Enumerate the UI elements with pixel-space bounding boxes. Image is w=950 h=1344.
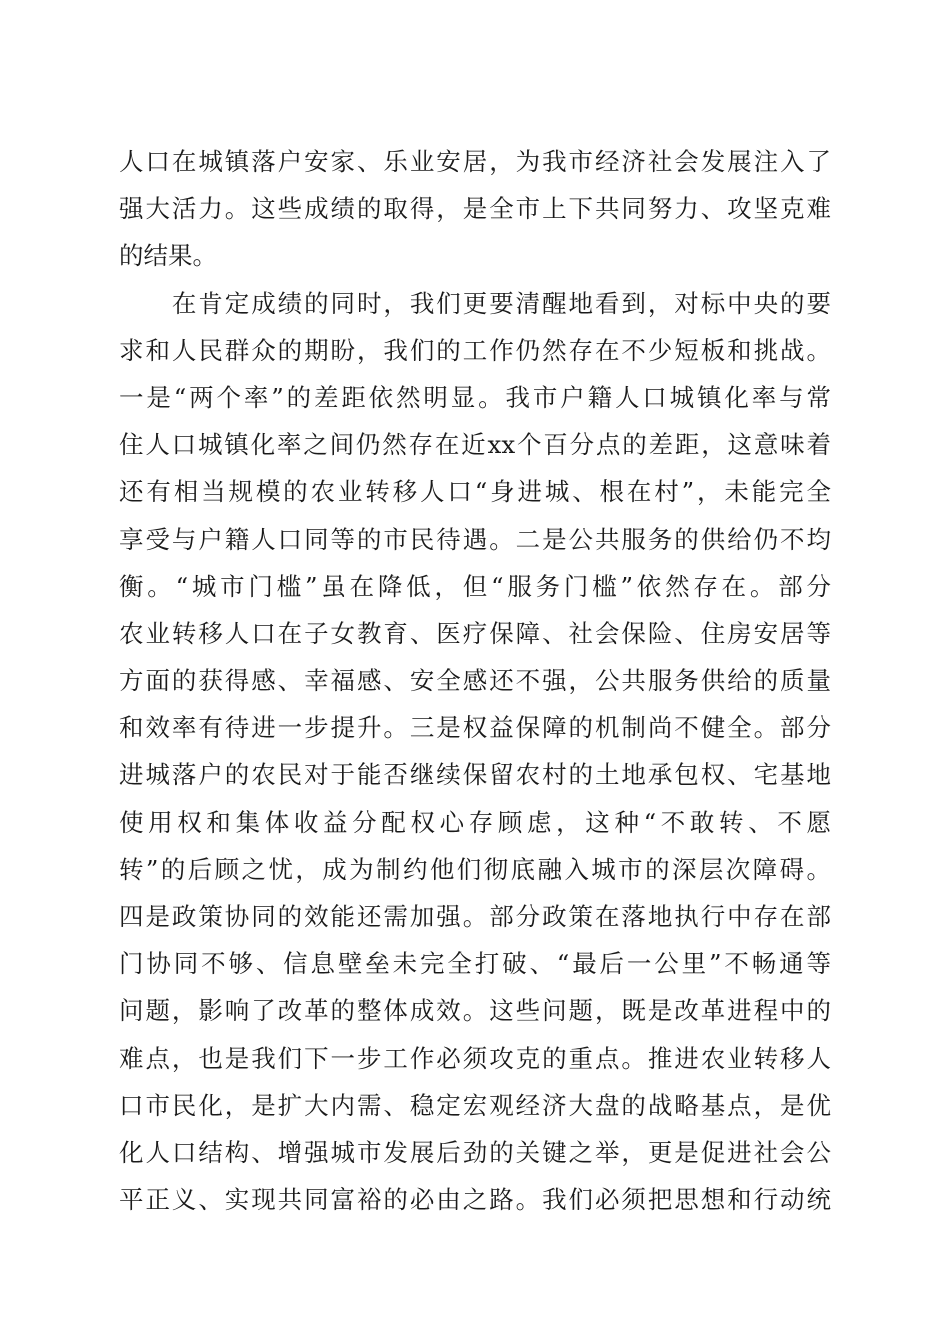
- text-line: 问题，影响了改革的整体成效。这些问题，既是改革进程中的: [119, 996, 831, 1026]
- body-text: [119, 138, 831, 1223]
- text-line: 口市民化，是扩大内需、稳定宏观经济大盘的战略基点，是优: [119, 1090, 831, 1120]
- text-line: 化人口结构、增强城市发展后劲的关键之举，更是促进社会公: [119, 1137, 831, 1167]
- text-line: 农业转移人口在子女教育、医疗保障、社会保险、住房安居等: [119, 618, 831, 648]
- text-line: 四是政策协同的效能还需加强。部分政策在落地执行中存在部: [119, 902, 831, 931]
- text-line: 方面的获得感、幸福感、安全感还不强，公共服务供给的质量: [119, 666, 831, 696]
- text-line: 平正义、实现共同富裕的必由之路。我们必须把思想和行动统: [119, 1185, 831, 1215]
- text-line: 使用权和集体收益分配权心存顾虑，这种“不敢转、不愿: [119, 807, 831, 837]
- text-line: 转”的后顾之忧，成为制约他们彻底融入城市的深层次障碍。: [119, 854, 831, 884]
- text-line: 强大活力。这些成绩的取得，是全市上下共同努力、攻坚克难: [119, 194, 831, 224]
- text-line: 进城落户的农民对于能否继续保留农村的土地承包权、宅基地: [119, 760, 831, 790]
- text-line: 在肯定成绩的同时，我们更要清醒地看到，对标中央的要: [119, 288, 831, 318]
- text-line: 和效率有待进一步提升。三是权益保障的机制尚不健全。部分: [119, 713, 831, 743]
- text-line: 还有相当规模的农业转移人口“身进城、根在村”，未能完全: [119, 477, 831, 507]
- text-line: 的结果。: [119, 241, 217, 271]
- text-line: 衡。“城市门槛”虽在降低，但“服务门槛”依然存在。部分: [119, 571, 831, 601]
- text-line: 住人口城镇化率之间仍然存在近xx个百分点的差距，这意味着: [119, 430, 831, 460]
- text-line: 一是“两个率”的差距依然明显。我市户籍人口城镇化率与常: [119, 382, 831, 412]
- text-line: 门协同不够、信息壁垒未完全打破、“最后一公里”不畅通等: [119, 949, 831, 979]
- text-line: 享受与户籍人口同等的市民待遇。二是公共服务的供给仍不均: [119, 524, 831, 554]
- text-line: 难点，也是我们下一步工作必须攻克的重点。推进农业转移人: [119, 1043, 831, 1073]
- text-line: 求和人民群众的期盼，我们的工作仍然存在不少短板和挑战。: [119, 335, 831, 365]
- text-line: 人口在城镇落户安家、乐业安居，为我市经济社会发展注入了: [119, 147, 831, 176]
